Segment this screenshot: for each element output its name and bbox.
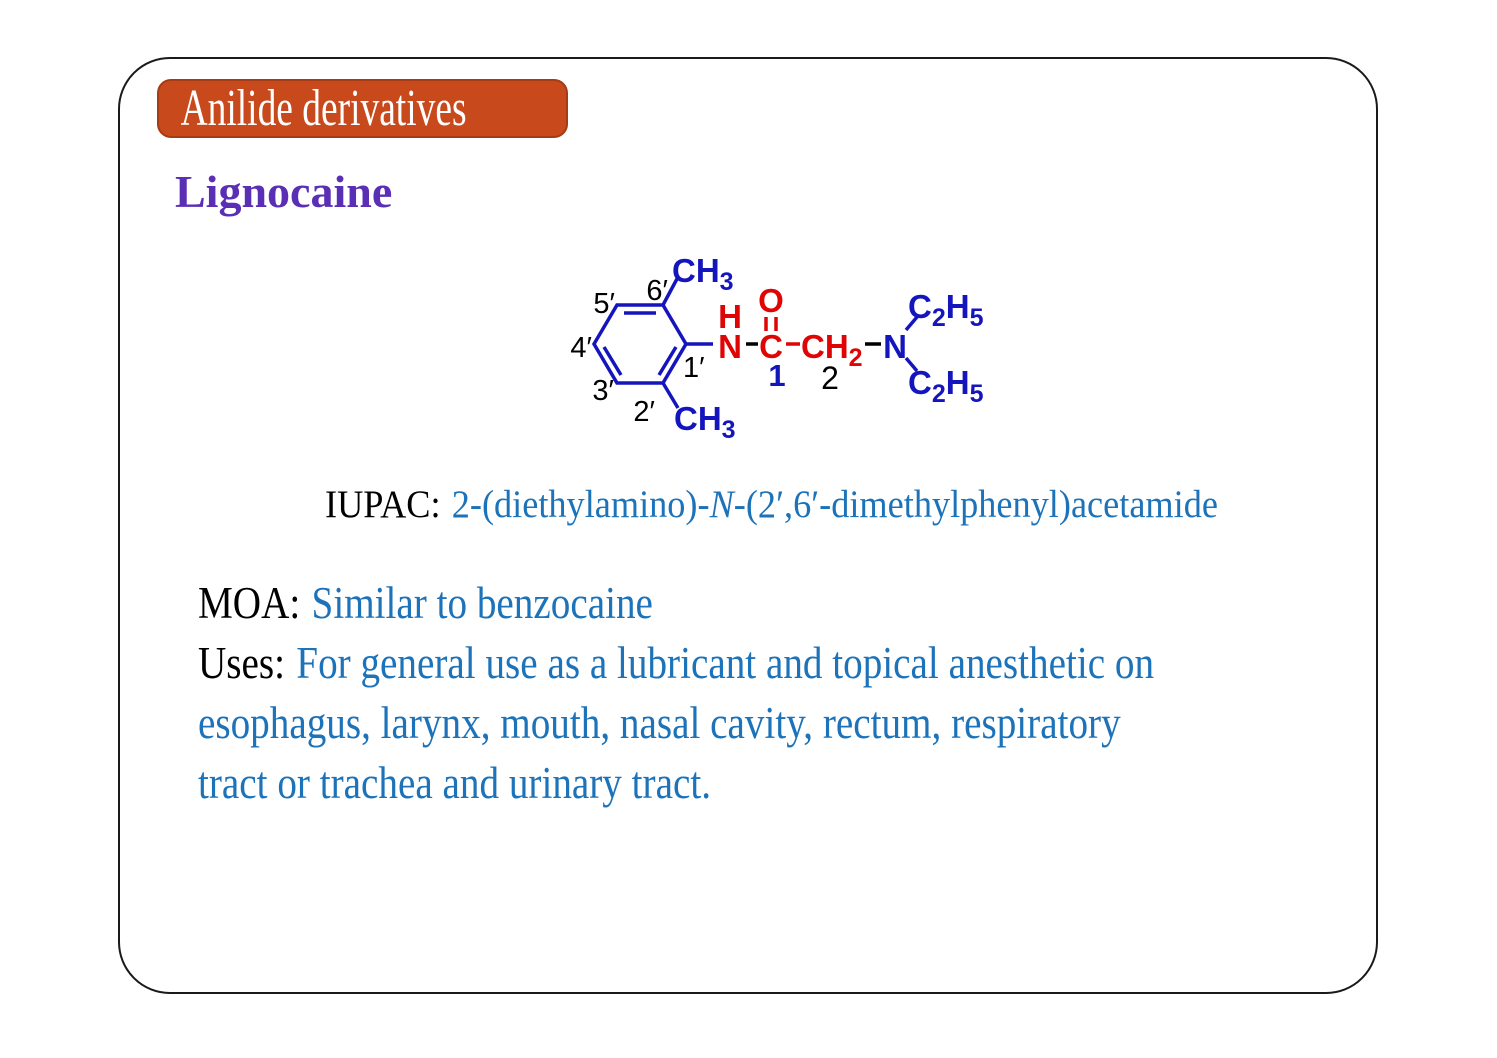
uses-text-line3: tract or trachea and urinary tract. [198, 758, 712, 808]
uses-line-2 [198, 693, 1242, 753]
methyl-bottom-label: $CH_3$ [674, 400, 736, 444]
moa-value: Similar to benzocaine [311, 578, 653, 628]
iupac-name-italic-n: N [709, 483, 734, 526]
methyl-top-label: $CH_3$ [672, 252, 734, 296]
uses-text-line2: esophagus, larynx, mouth, nasal cavity, rectum, respiratory [198, 698, 1121, 748]
amide-hydrogen-label: H [718, 298, 742, 335]
uses-text-line1: For general use as a lubricant and topical anesthetic on [296, 638, 1155, 688]
ring-position-4: 4′ [570, 332, 592, 364]
iupac-name-part1: 2-(diethylamino)- [451, 483, 710, 526]
uses-line-3 [198, 753, 1242, 813]
iupac-label: IUPAC: [325, 483, 441, 526]
iupac-name-line [325, 482, 1218, 527]
amine-nitrogen-label: N [883, 328, 907, 365]
page-title: Lignocaine [175, 166, 393, 217]
uses-label: Uses: [198, 638, 285, 688]
ring-double-bond-lower-left [604, 347, 621, 375]
section-header-badge [157, 79, 568, 138]
carbonyl-carbon-label: C [759, 328, 783, 365]
ring-position-5: 5′ [593, 288, 615, 320]
uses-line-1 [198, 633, 1242, 693]
ring-position-6: 6′ [646, 275, 668, 307]
iupac-name-part2: -(2′,6′-dimethylphenyl)acetamide [733, 483, 1218, 526]
section-header-label: Anilide derivatives [180, 79, 467, 137]
ethyl-bottom-label: $C_2H_5$ [908, 364, 984, 408]
moa-uses-block [198, 573, 1398, 813]
chain-carbon-2-number: 2 [821, 360, 839, 396]
ring-position-3: 3′ [592, 375, 614, 407]
lignocaine-structure-diagram [560, 240, 1000, 450]
ring-position-1: 1′ [683, 352, 705, 384]
ethyl-top-label: $C_2H_5$ [908, 288, 984, 332]
ring-double-bond-lower-right [659, 347, 676, 375]
chain-carbon-1-number: 1 [768, 358, 786, 393]
amide-nitrogen-label: N [718, 328, 742, 365]
methylene-label: $CH_2$ [801, 328, 863, 372]
moa-line [198, 573, 1242, 633]
carbonyl-oxygen-label: O [758, 282, 784, 319]
ring-position-2: 2′ [633, 396, 655, 428]
moa-label: MOA: [198, 578, 301, 628]
